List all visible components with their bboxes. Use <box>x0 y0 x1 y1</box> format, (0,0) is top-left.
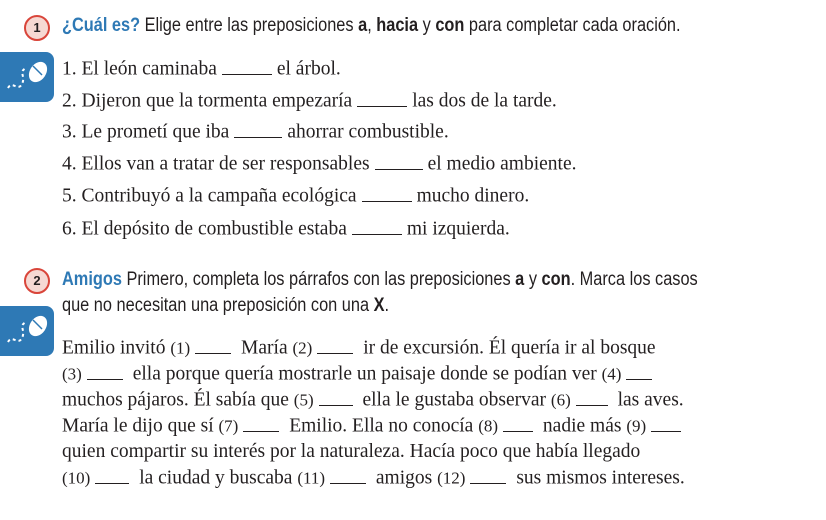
paragraph-line: quien compartir su interés por la naturaleza. Hacía poco que había llegado <box>62 441 641 462</box>
answer-blank[interactable] <box>95 465 129 484</box>
paragraph-line: muchos pájaros. Él sabía que (5) ella le gustaba observar (6) las aves. <box>62 387 684 414</box>
answer-blank[interactable] <box>651 413 681 432</box>
answer-blank[interactable] <box>362 183 412 202</box>
pencil-mouse-icon <box>4 58 50 96</box>
activity-number-badge: 2 <box>24 268 50 294</box>
answer-blank[interactable] <box>626 361 652 380</box>
answer-blank[interactable] <box>375 151 423 170</box>
activity-title: ¿Cuál es? <box>62 15 141 36</box>
paragraph-line: María le dijo que sí (7) Emilio. Ella no conocía (8) nadie más (9) <box>62 413 686 440</box>
list-item: 2. Dijeron que la tormenta empezaría las dos de la tarde. <box>62 88 557 115</box>
answer-blank[interactable] <box>330 465 366 484</box>
list-item: 4. Ellos van a tratar de ser responsables el medio ambiente. <box>62 151 577 178</box>
pencil-mouse-icon <box>4 312 50 350</box>
answer-blank[interactable] <box>576 387 608 406</box>
activity-instruction: ¿Cuál es? Elige entre las preposiciones a, hacia y con para completar cada oración. <box>62 15 681 36</box>
paragraph-line: (10) la ciudad y buscaba (11) amigos (12) sus mismos intereses. <box>62 465 685 492</box>
activity-tab <box>0 52 54 102</box>
paragraph-line: (3) ella porque quería mostrarle un paisaje donde se podían ver (4) <box>62 361 657 388</box>
answer-blank[interactable] <box>503 413 533 432</box>
answer-blank[interactable] <box>352 216 402 235</box>
answer-blank[interactable] <box>243 413 279 432</box>
answer-blank[interactable] <box>222 56 272 75</box>
activity-instruction: Amigos Primero, completa los párrafos con las preposiciones a y con. Marca los casos que no necesitan una preposición con una X. <box>62 269 698 316</box>
answer-blank[interactable] <box>470 465 506 484</box>
answer-blank[interactable] <box>234 119 282 138</box>
answer-blank[interactable] <box>319 387 353 406</box>
activity-title: Amigos <box>62 269 122 290</box>
answer-blank[interactable] <box>317 335 353 354</box>
list-item: 5. Contribuyó a la campaña ecológica mucho dinero. <box>62 183 529 210</box>
answer-blank[interactable] <box>195 335 231 354</box>
list-item: 6. El depósito de combustible estaba mi izquierda. <box>62 216 510 243</box>
activity-number-badge: 1 <box>24 15 50 41</box>
list-item: 1. El león caminaba el árbol. <box>62 56 341 83</box>
activity-tab <box>0 306 54 356</box>
answer-blank[interactable] <box>357 88 407 107</box>
answer-blank[interactable] <box>87 361 123 380</box>
paragraph-line: Emilio invitó (1) María (2) ir de excursión. Él quería ir al bosque <box>62 335 656 362</box>
list-item: 3. Le prometí que iba ahorrar combustible. <box>62 119 449 146</box>
